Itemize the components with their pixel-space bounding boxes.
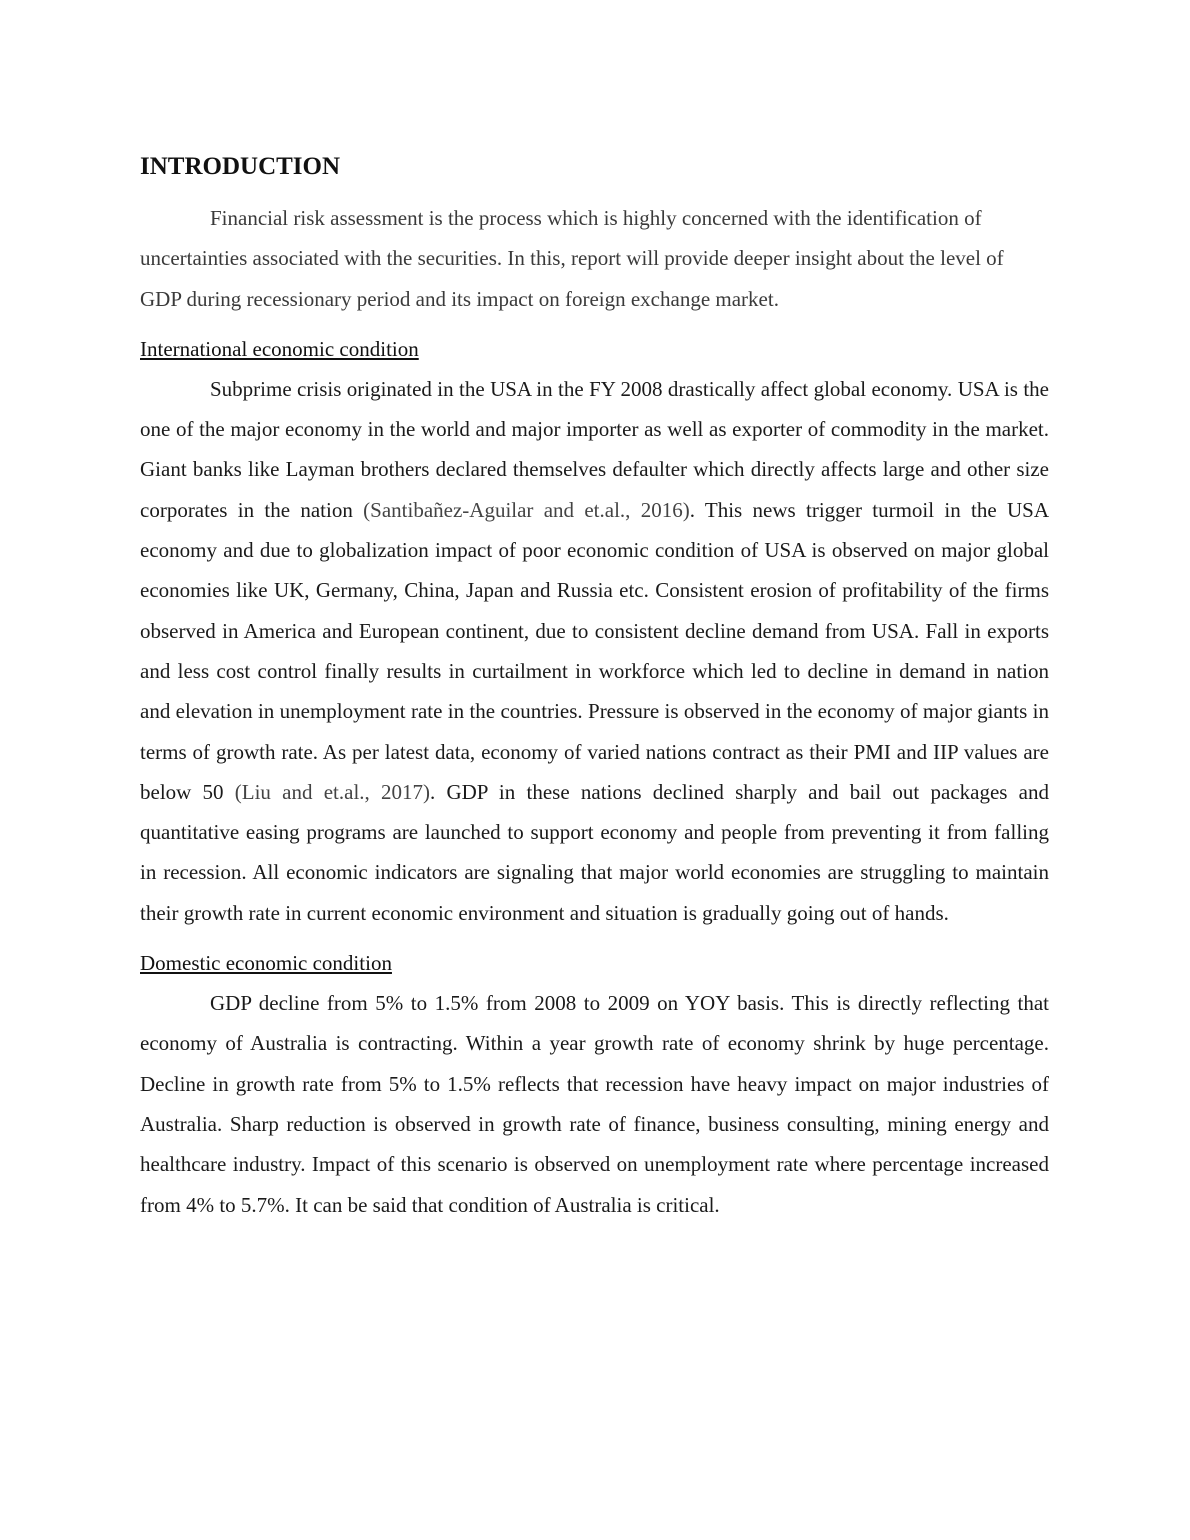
paragraph-text: . This news trigger turmoil in the USA economy and due to globalization impact of poor economic condition of USA is observed on major global economies like UK, Germany, China, Japan and Russia etc. Consistent erosion of profitability of the firms observed in America and European continent, due to consistent decline demand from USA. Fall in exports and less cost control finally results in curtailment in workforce which led to decline in demand in nation and elevation in unemployment rate in the countries. Pressure is observed in the economy of major giants in terms of growth rate. As per latest data, economy of varied nations contract as their PMI and IIP values are below 50 <box>140 497 1050 804</box>
international-economic-condition-paragraph <box>140 369 1049 933</box>
introduction-heading: INTRODUCTION <box>140 153 341 180</box>
document-page <box>140 150 1049 1239</box>
domestic-economic-condition-heading: Domestic economic condition <box>140 951 392 976</box>
paragraph-text: . GDP in these nations declined sharply and bail out packages and quantitative easing programs are launched to support economy and people from preventing it from falling in recession. All economic indicators are signaling that major world economies are struggling to maintain their growth rate in current economic environment and situation is gradually going out of hands. <box>140 779 1050 925</box>
introduction-paragraph: Financial risk assessment is the process which is highly concerned with the identification of uncertainties associated with the securities. In this, report will provide deeper insight about the level of GDP during recessionary period and its impact on foreign exchange market. <box>140 206 1004 311</box>
paragraph-text: Subprime crisis originated in the USA in the FY 2008 drastically affect global economy. USA is the one of the major economy in the world and major importer as well as exporter of commodity in the market. Giant banks like Layman brothers declared themselves defaulter which directly affects large and other size corporates in the nation <box>140 376 1049 522</box>
citation: (Liu and et.al., 2017) <box>234 779 430 804</box>
domestic-economic-condition-paragraph: GDP decline from 5% to 1.5% from 2008 to 2009 on YOY basis. This is directly reflecting that economy of Australia is contracting. Within a year growth rate of economy shrink by huge percentage. Decline in growth rate from 5% to 1.5% reflects that recession have heavy impact on major industries of Australia. Sharp reduction is observed in growth rate of finance, business consulting, mining energy and healthcare industry. Impact of this scenario is observed on unemployment rate where percentage increased from 4% to 5.7%. It can be said that condition of Australia is critical. <box>140 991 1049 1217</box>
international-economic-condition-heading: International economic condition <box>140 336 419 361</box>
citation: (Santibañez-Aguilar and et.al., 2016) <box>363 497 690 522</box>
